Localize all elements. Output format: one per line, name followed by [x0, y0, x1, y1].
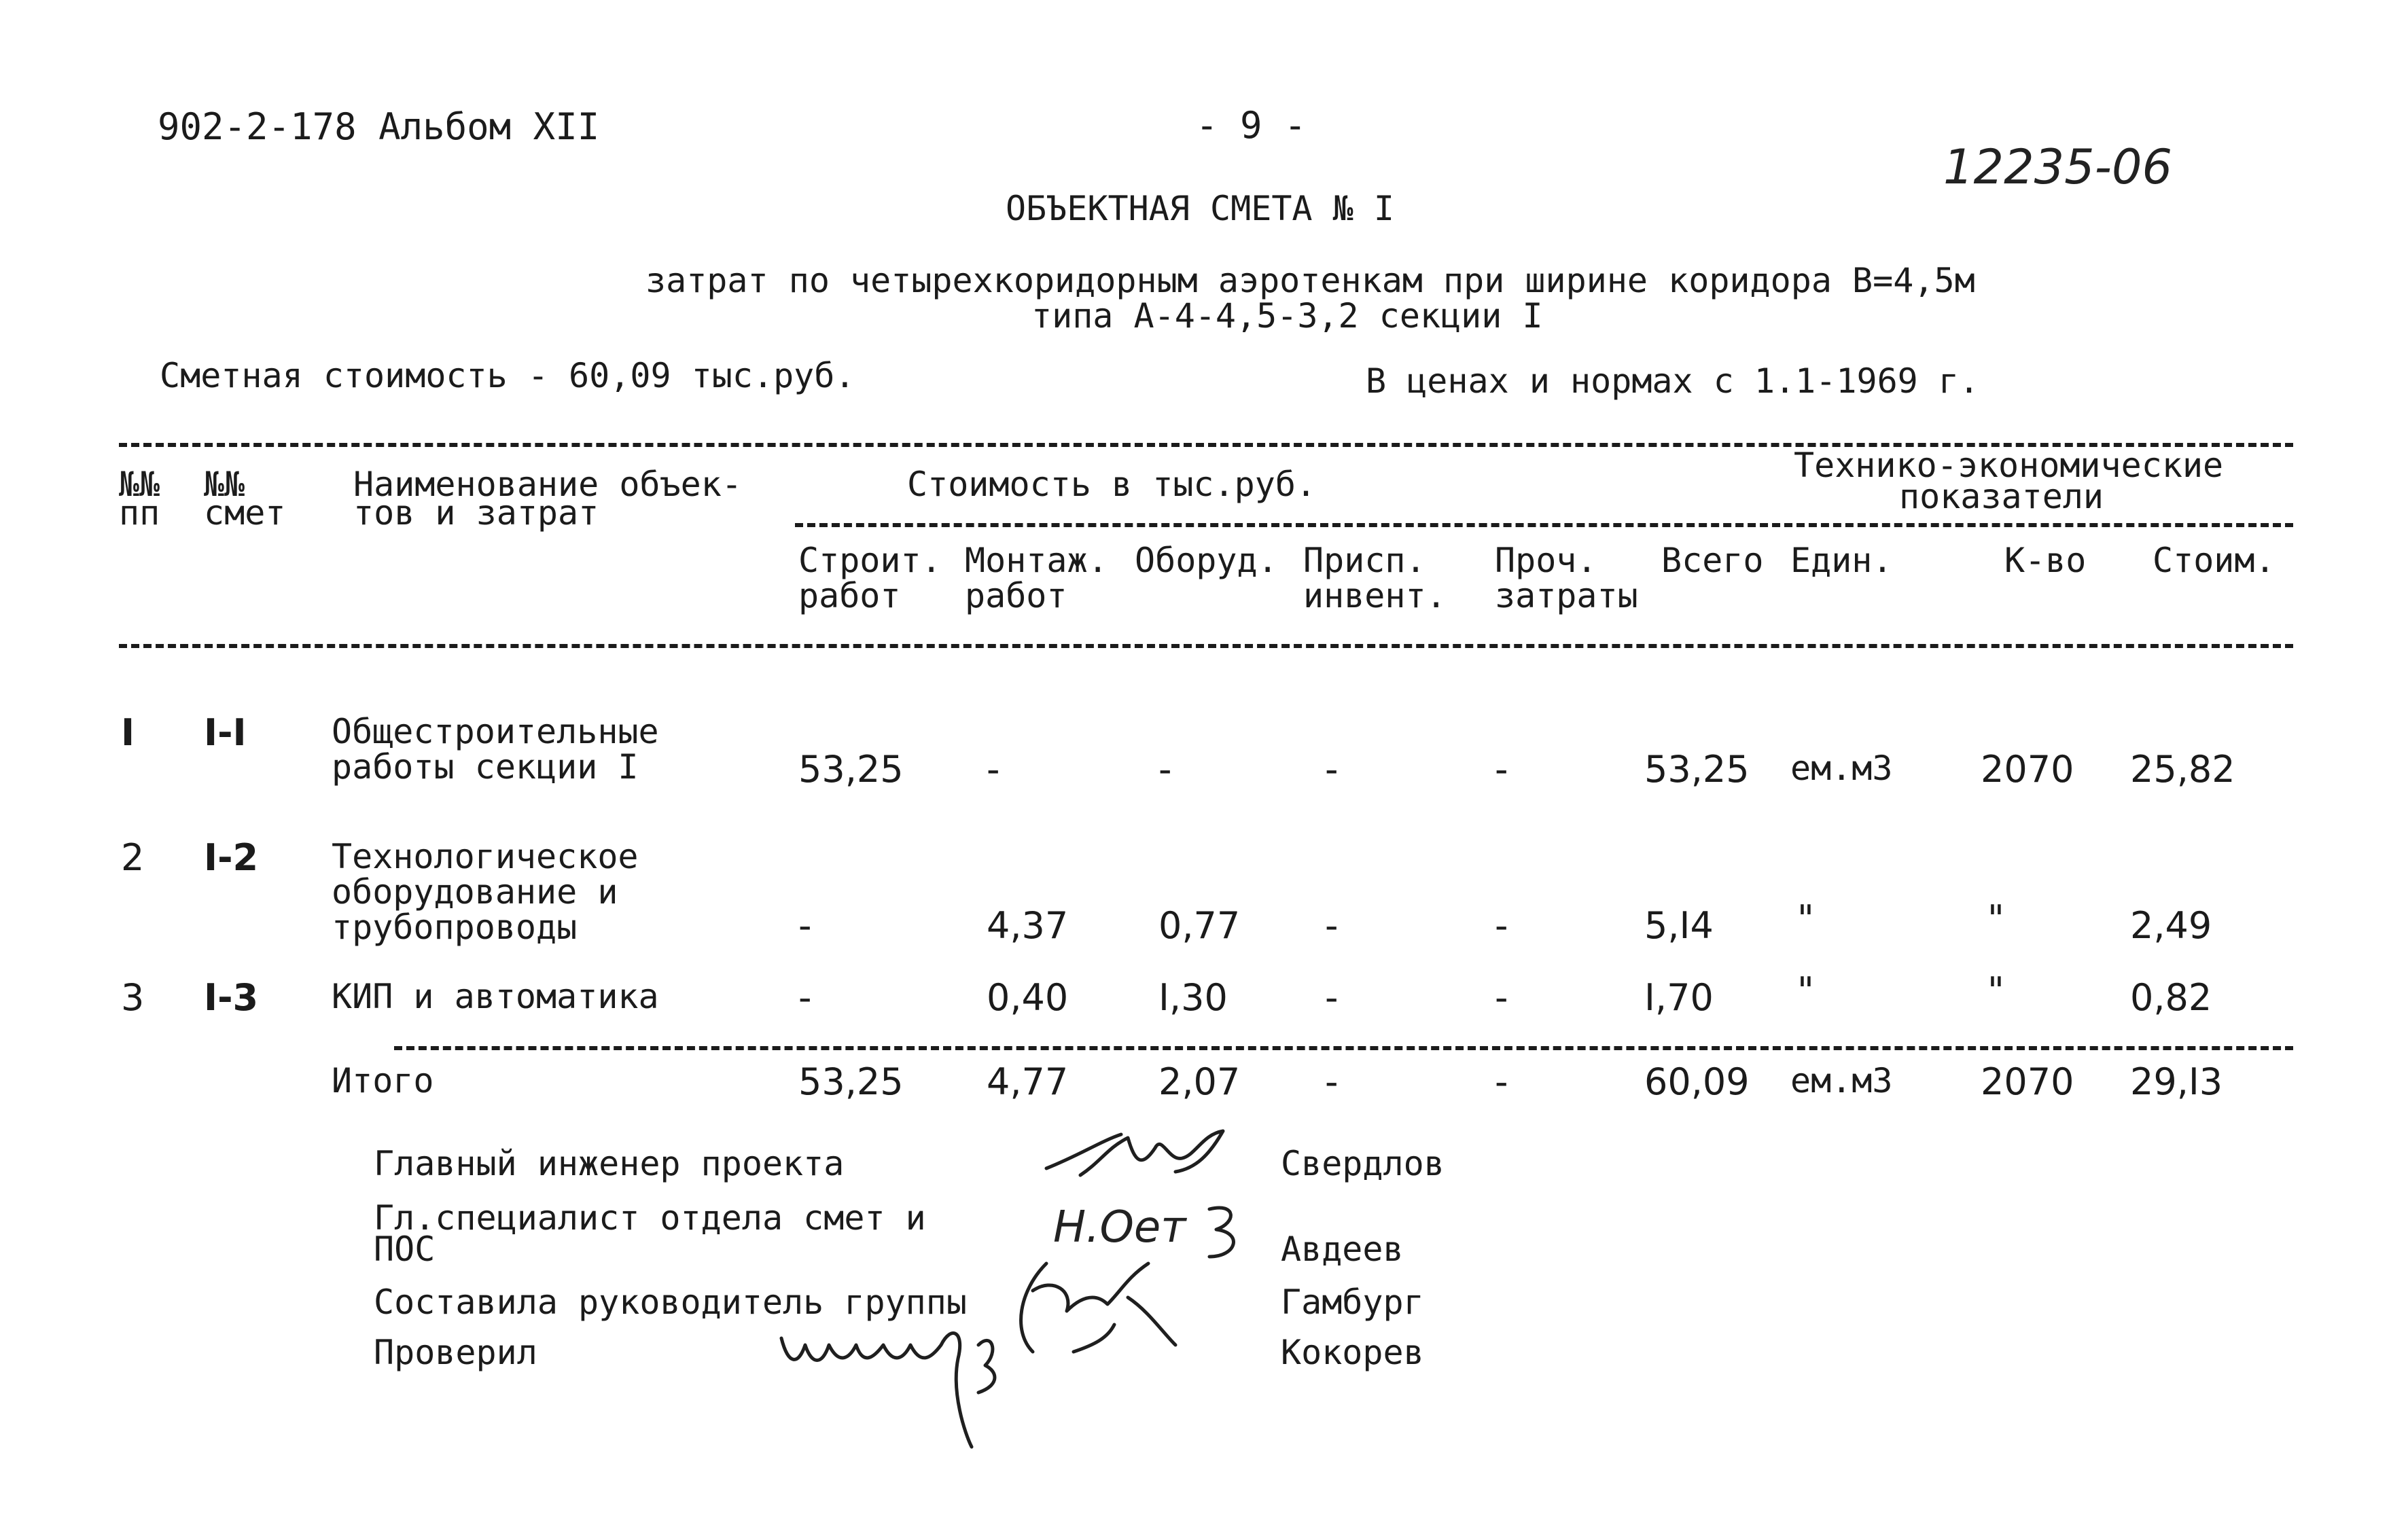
table-subheader-rule [795, 523, 2293, 527]
document-code: 902-2-178 Альбом XII [158, 105, 600, 148]
table-totals-rule [394, 1046, 2293, 1050]
header-tools: Присп. [1303, 541, 1426, 580]
cell-unit-cost: 2,49 [2130, 904, 2212, 947]
header-other-sub: затраты [1495, 576, 1638, 615]
signature-specialist: Н.Оет [1053, 1202, 1186, 1253]
cell-quantity: " [1987, 969, 2004, 1012]
cell-unit-cost: 25,82 [2130, 748, 2235, 791]
header-tools-sub: инвент. [1303, 576, 1447, 615]
header-total: Всего [1661, 541, 1764, 580]
cell-construction: - [798, 904, 812, 947]
cell-mounting: - [987, 748, 1000, 791]
cell-equipment: - [1158, 748, 1172, 791]
price-basis: В ценах и нормах с 1.1-1969 г. [1366, 361, 1980, 401]
header-other: Проч. [1495, 541, 1597, 580]
page-number: - 9 - [1196, 104, 1307, 147]
signer-role: Составила руководитель группы [374, 1282, 967, 1322]
signature-checker [775, 1318, 1060, 1454]
cell-unit: " [1797, 897, 1814, 940]
row-name-line: Общестроительные [332, 712, 659, 751]
cell-quantity: 2070 [1981, 1060, 2074, 1103]
signer-name: Кокорев [1281, 1333, 1424, 1372]
signer-role-cont: ПОС [374, 1230, 436, 1269]
header-name-sub: тов и затрат [353, 493, 599, 533]
cell-tools: - [1325, 1060, 1339, 1103]
row-name-line: оборудование и [332, 872, 618, 912]
cell-unit: " [1797, 969, 1814, 1012]
signer-role: Проверил [374, 1333, 537, 1372]
cell-other: - [1495, 1060, 1508, 1103]
row-name-line: работы секции I [332, 747, 639, 787]
cell-unit-cost: 0,82 [2130, 976, 2212, 1019]
header-estimate: №№ [204, 465, 245, 504]
cell-construction: - [798, 976, 812, 1019]
cell-construction: 53,25 [798, 1060, 904, 1103]
header-tech-group-sub: показатели [1899, 477, 2104, 516]
cell-other: - [1495, 748, 1508, 791]
cell-total: I,70 [1644, 976, 1714, 1019]
header-cost-group: Стоимость в тыс.руб. [907, 465, 1317, 504]
header-tech-group: Технико-экономические [1794, 446, 2224, 485]
signer-name: Авдеев [1281, 1230, 1404, 1269]
cell-construction: 53,25 [798, 748, 904, 791]
cell-mounting: 4,77 [987, 1060, 1069, 1103]
row-name-line: Технологическое [332, 837, 639, 876]
signer-role: Гл.специалист отдела смет и [374, 1198, 926, 1238]
cell-total: 60,09 [1644, 1060, 1750, 1103]
header-estimate-sub: смет [204, 493, 286, 533]
estimate-title: ОБЪЕКТНАЯ СМЕТА № I [1006, 189, 1394, 228]
cell-unit: ем.м3 [1790, 1061, 1893, 1100]
cell-other: - [1495, 976, 1508, 1019]
cell-other: - [1495, 904, 1508, 947]
cell-total: 53,25 [1644, 748, 1750, 791]
handwritten-number: 12235-06 [1943, 139, 2173, 195]
cell-unit: ем.м3 [1790, 749, 1893, 788]
header-unit-cost: Стоим. [2153, 541, 2276, 580]
row-number: 3 [121, 976, 145, 1019]
cell-equipment: I,30 [1158, 976, 1228, 1019]
cell-equipment: 2,07 [1158, 1060, 1241, 1103]
header-mounting: Монтаж. [965, 541, 1108, 580]
header-name: Наименование объек- [353, 465, 742, 504]
totals-label: Итого [332, 1061, 434, 1100]
header-construction-sub: работ [798, 576, 901, 615]
signer-name: Свердлов [1281, 1144, 1445, 1183]
cell-tools: - [1325, 904, 1339, 947]
signature-chief-engineer [1040, 1121, 1257, 1196]
cell-mounting: 4,37 [987, 904, 1069, 947]
signer-name: Гамбург [1281, 1282, 1424, 1322]
row-number: I [121, 711, 135, 754]
table-header-bottom-rule [119, 644, 2293, 648]
cell-mounting: 0,40 [987, 976, 1069, 1019]
estimate-subtitle-line2: типа А-4-4,5-3,2 секции I [1031, 296, 1543, 336]
cell-tools: - [1325, 976, 1339, 1019]
row-estimate: I-I [204, 711, 247, 754]
signer-role: Главный инженер проекта [374, 1144, 845, 1183]
header-equipment: Оборуд. [1135, 541, 1278, 580]
estimate-subtitle-line1: затрат по четырехкоридорным аэротенкам при ширине коридора В=4,5м [645, 261, 1975, 300]
cell-quantity: " [1987, 897, 2004, 940]
header-unit: Един. [1790, 541, 1893, 580]
cell-tools: - [1325, 748, 1339, 791]
cell-equipment: 0,77 [1158, 904, 1241, 947]
header-quantity: К-во [2004, 541, 2087, 580]
row-estimate: I-2 [204, 836, 259, 879]
cell-total: 5,I4 [1644, 904, 1714, 947]
cell-unit-cost: 29,I3 [2130, 1060, 2223, 1103]
header-number: №№ [119, 465, 160, 504]
estimated-cost: Сметная стоимость - 60,09 тыс.руб. [160, 356, 855, 395]
row-name-line: КИП и автоматика [332, 977, 659, 1016]
header-number-sub: пп [119, 493, 160, 533]
header-construction: Строит. [798, 541, 942, 580]
row-number: 2 [121, 836, 145, 879]
row-name-line: трубопроводы [332, 908, 578, 947]
row-estimate: I-3 [204, 976, 259, 1019]
cell-quantity: 2070 [1981, 748, 2074, 791]
header-mounting-sub: работ [965, 576, 1067, 615]
